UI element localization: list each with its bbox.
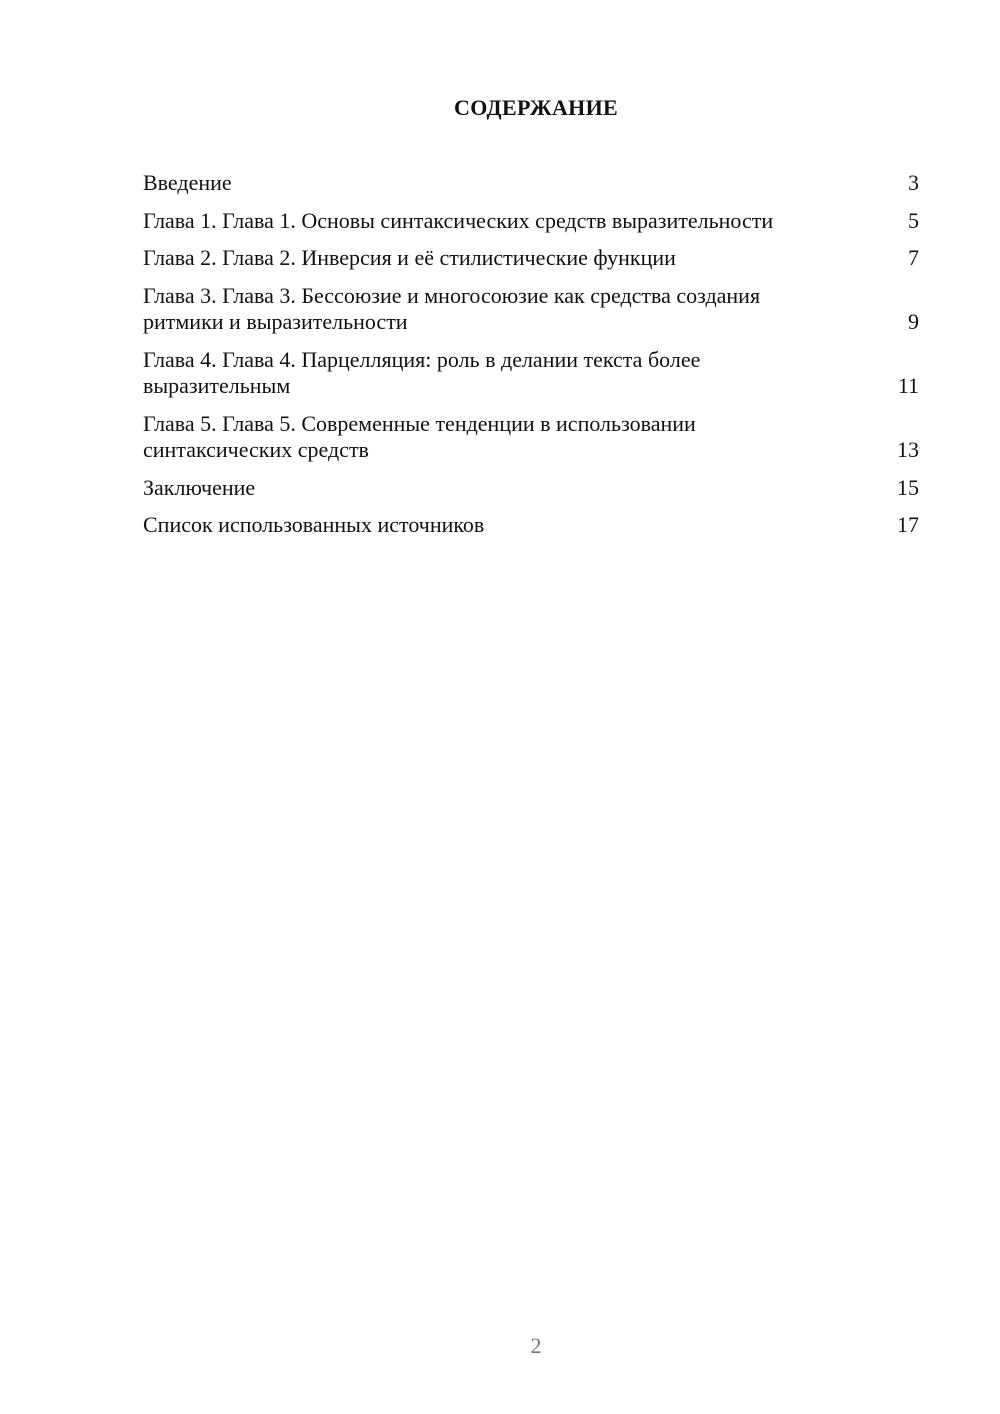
toc-entry-references[interactable] xyxy=(143,512,919,539)
toc-entry-title: Глава 1. Глава 1. Основы синтаксических средств выразительности xyxy=(143,207,774,233)
toc-entry-chapter-5[interactable] xyxy=(143,411,919,464)
toc-entry-title: Введение xyxy=(143,170,232,195)
toc-entry-chapter-4[interactable] xyxy=(143,347,919,400)
toc-entry-page: 11 xyxy=(897,373,919,398)
toc-entry-page: 9 xyxy=(908,309,919,334)
toc-entry-chapter-2[interactable] xyxy=(143,245,919,272)
page-number: 2 xyxy=(530,1333,542,1358)
toc-entry-page: 13 xyxy=(897,437,919,462)
toc-entry-title: Глава 5. Глава 5. Современные тенденции в использовании синтаксических средств xyxy=(143,410,696,462)
toc-entry-title: Глава 2. Глава 2. Инверсия и её стилистические функции xyxy=(143,245,676,270)
toc-entry-page: 15 xyxy=(897,474,919,500)
toc-entry-title: Глава 3. Глава 3. Бессоюзие и многосоюзие как средства создания ритмики и выразительности xyxy=(143,282,761,334)
toc-entry-page: 5 xyxy=(908,207,919,233)
toc-entry-chapter-3[interactable] xyxy=(143,283,919,336)
toc-entry-conclusion[interactable] xyxy=(143,475,919,502)
toc-entry-page: 7 xyxy=(908,245,919,270)
table-of-contents xyxy=(143,170,919,550)
toc-entry-chapter-1[interactable] xyxy=(143,208,919,235)
toc-entry-title: Глава 4. Глава 4. Парцелляция: роль в делании текста более выразительным xyxy=(143,346,701,398)
toc-entry-title: Заключение xyxy=(143,474,256,500)
toc-entry-page: 3 xyxy=(908,170,919,195)
page-title: СОДЕРЖАНИЕ xyxy=(454,95,618,120)
toc-entry-introduction[interactable] xyxy=(143,170,919,197)
toc-entry-title: Список использованных источников xyxy=(143,512,485,537)
toc-entry-page: 17 xyxy=(897,512,919,537)
